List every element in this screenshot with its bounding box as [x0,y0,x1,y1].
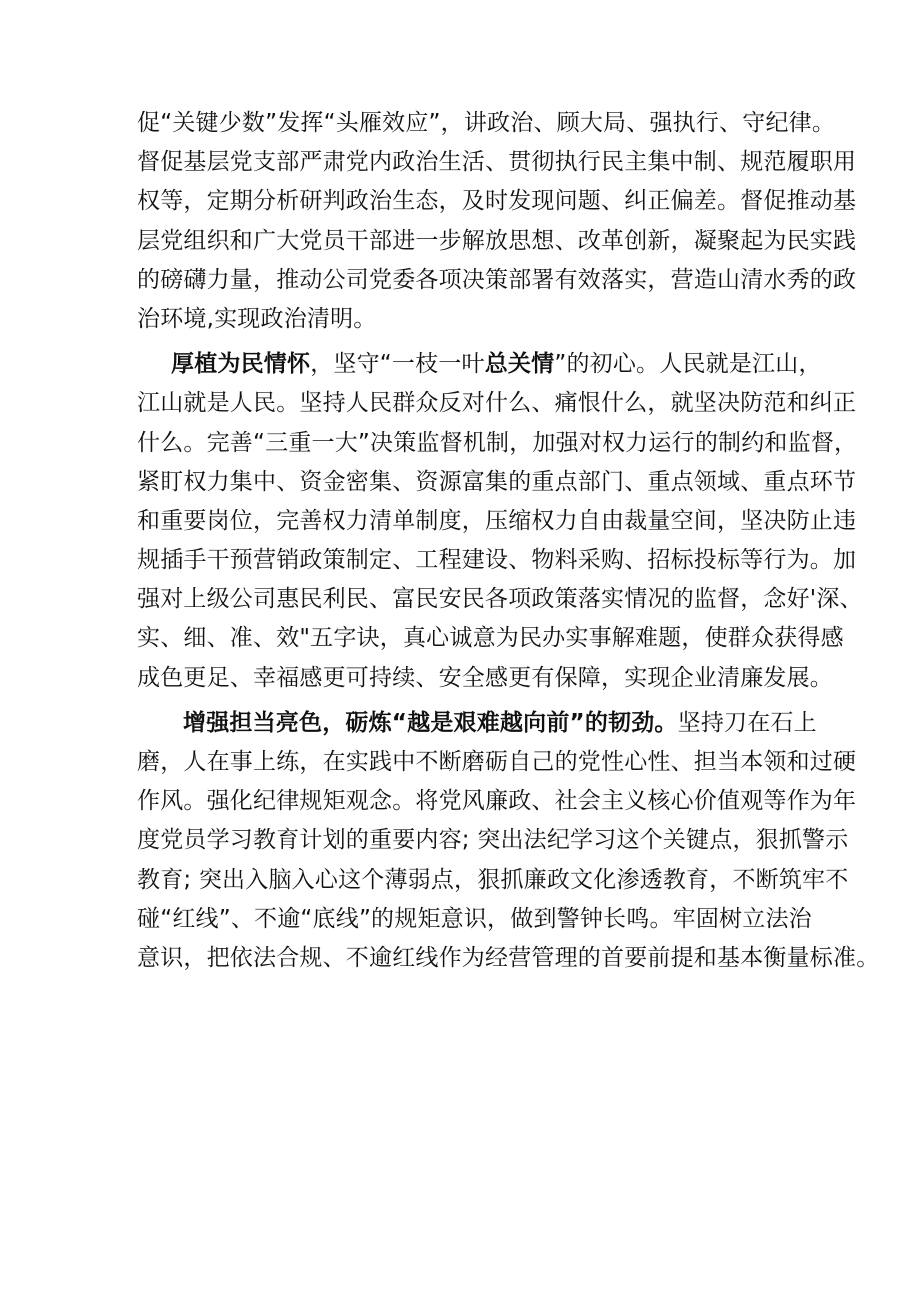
paragraph-3-first-line [137,704,817,743]
paragraph-2-lead-text-2: ”的初心。人民就是江山， [554,351,822,378]
paragraph-3-line: 磨，人在事上练，在实践中不断磨砺自己的党性心性、担当本领和过硬 [137,749,857,775]
document-body [137,104,880,978]
paragraph-2-line: 实、细、准、效"五字诀，真心诚意为民办实事解难题，使群众获得感 [137,625,844,652]
paragraph-3-line: 教育; 突出入脑入心这个薄弱点，狠抓廉政文化渗透教育，不断筑牢不 [137,866,849,893]
paragraph-2-line: 紧盯权力集中、资金密集、资源富集的重点部门、重点领域、重点环节 [137,468,857,495]
paragraph-3-heading: 增强担当亮色，砺炼“越是艰难越向前”的韧劲。 [183,709,678,736]
paragraph-1 [137,104,857,339]
paragraph-2 [137,345,863,698]
paragraph-3-line: 度党员学习教育计划的重要内容; 突出法纪学习这个关键点，狠抓警示 [137,827,849,854]
paragraph-1-line: 的磅礴力量，推动公司党委各项决策部署有效落实，营造山清水秀的政 [137,266,857,293]
paragraph-1-line: 治环境,实现政治清明。 [137,305,377,332]
paragraph-2-line: 和重要岗位，完善权力清单制度，压缩权力自由裁量空间，坚决防止违 [137,507,857,534]
paragraph-2-line: 规插手干预营销政策制定、工程建设、物料采购、招标投标等行为。加 [137,547,857,574]
paragraph-2-line: 江山就是人民。坚持人民群众反对什么、痛恨什么，就坚决防范和纠正 [137,390,857,417]
paragraph-2-line: 成色更足、幸福感更可持续、安全感更有保障，实现企业清廉发展。 [137,664,833,691]
paragraph-2-heading-part-1: 厚植为民情怀 [171,351,311,378]
paragraph-1-line: 促“关键少数”发挥“头雁效应”，讲政治、顾大局、强执行、守纪律。 [137,110,836,136]
paragraph-2-lead-text-1: ，坚守“一枝一叶 [310,351,485,378]
paragraph-2-first-line [137,345,822,384]
paragraph-3-line: 作风。强化纪律规矩观念。将党风廉政、社会主义核心价值观等作为年 [137,788,857,815]
paragraph-3-line: 碰“红线”、不逾“底线”的规矩意识，做到警钟长鸣。牢固树立法治 [137,905,812,932]
paragraph-3-line: 意识，把依法合规、不逾红线作为经营管理的首要前提和基本衡量标准。 [137,944,880,971]
paragraph-2-line: 强对上级公司惠民利民、富民安民各项政策落实情况的监督，念好'深、 [137,586,863,613]
paragraph-3-lead-text: 坚持刀在石上 [677,709,817,736]
paragraph-2-heading-part-2: 总关情 [484,351,555,378]
paragraph-1-line: 层党组织和广大党员干部进一步解放思想、改革创新，凝聚起为民实践 [137,227,857,254]
paragraph-1-line: 权等，定期分析研判政治生态，及时发现问题、纠正偏差。督促推动基 [137,188,857,215]
paragraph-3 [137,704,880,978]
paragraph-2-line: 什么。完善“三重一大”决策监督机制，加强对权力运行的制约和监督， [137,429,858,456]
paragraph-1-line: 督促基层党支部严肃党内政治生活、贯彻执行民主集中制、规范履职用 [137,149,857,176]
